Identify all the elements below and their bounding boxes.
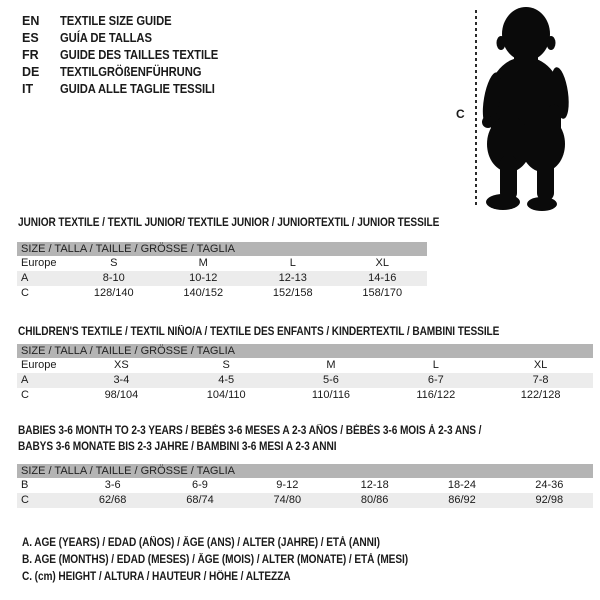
footnotes — [22, 535, 461, 586]
language-row — [22, 12, 236, 29]
table-cell: 152/158 — [272, 287, 313, 299]
table-cell: M — [326, 359, 336, 371]
table-cell: 3-6 — [104, 479, 121, 491]
language-title: TEXTILGRÖßENFÜHRUNG — [60, 64, 202, 79]
language-title-list — [22, 12, 236, 97]
table-cell: 6-9 — [192, 479, 208, 491]
table-row — [17, 271, 427, 286]
table-cell: 24-36 — [535, 479, 564, 491]
footnote-line: B. AGE (MONTHS) / EDAD (MESES) / ÂGE (MOIS) / ALTER (MONATE) / ETÀ (MESI) — [22, 554, 409, 566]
height-measure-label: C — [456, 107, 465, 121]
language-row — [22, 29, 236, 46]
table-cell: S — [110, 257, 118, 269]
language-code: DE — [22, 64, 40, 79]
row-label-cell: A — [21, 272, 29, 284]
junior-table-title: JUNIOR TEXTILE / TEXTIL JUNIOR/ TEXTILE JUNIOR / JUNIORTEXTIL / JUNIOR TESSILE — [18, 217, 440, 229]
row-label-cell: A — [21, 374, 29, 386]
language-title: GUIDE DES TAILLES TEXTILE — [60, 47, 219, 62]
table-cell: 9-12 — [276, 479, 299, 491]
row-label-cell: B — [21, 479, 29, 491]
table-cell: 10-12 — [189, 272, 218, 284]
footnote-line: A. AGE (YEARS) / EDAD (AÑOS) / ÂGE (ANS) / ALTER (JAHRE) / ETÀ (ANNI) — [22, 537, 380, 549]
babies-table-title — [18, 423, 481, 455]
table-cell: 86/92 — [448, 494, 476, 506]
table-cell: M — [198, 257, 208, 269]
table-row — [17, 373, 593, 388]
language-title: GUÍA DE TALLAS — [60, 30, 152, 45]
table-row — [17, 493, 593, 508]
language-title: TEXTILE SIZE GUIDE — [60, 13, 172, 28]
table-cell: 80/86 — [360, 494, 389, 506]
table-cell: 110/116 — [311, 389, 351, 401]
babies-textile-table — [17, 464, 593, 508]
table-row — [17, 388, 593, 403]
childrens-table-title: CHILDREN'S TEXTILE / TEXTIL NIÑO/A / TEXTILE DES ENFANTS / KINDERTEXTIL / BAMBINI TESSILE — [18, 326, 500, 338]
table-cell: 7-8 — [532, 374, 549, 386]
footnote-line: C. (cm) HEIGHT / ALTURA / HAUTEUR / HÖHE / ALTEZZA — [22, 571, 291, 583]
table-cell: 5-6 — [323, 374, 339, 386]
babies-table-title-line2: BABYS 3-6 MONATE BIS 2-3 JAHRE / BAMBINI 3-6 MESI A 2-3 ANNI — [18, 441, 337, 453]
size-header-band: SIZE / TALLA / TAILLE / GRÖSSE / TAGLIA — [17, 464, 593, 478]
table-cell: 68/74 — [186, 494, 214, 506]
language-row — [22, 46, 236, 63]
table-cell: 4-5 — [218, 374, 235, 386]
table-cell: 3-4 — [113, 374, 130, 386]
table-cell: 18-24 — [447, 479, 477, 491]
table-cell: 98/104 — [104, 389, 139, 401]
language-code: ES — [22, 30, 39, 45]
row-label-cell: Europe — [21, 257, 57, 269]
size-header-band: SIZE / TALLA / TAILLE / GRÖSSE / TAGLIA — [17, 242, 427, 256]
table-cell: 8-10 — [102, 272, 125, 284]
table-cell: 128/140 — [93, 287, 134, 299]
table-cell: 12-13 — [278, 272, 307, 284]
babies-table-title-line1: BABIES 3-6 MONTH TO 2-3 YEARS / BEBÉS 3-6 MESES A 2-3 AÑOS / BÉBÉS 3-6 MOIS À 2-3 ANS / — [18, 425, 482, 437]
language-row — [22, 63, 236, 80]
size-header-band: SIZE / TALLA / TAILLE / GRÖSSE / TAGLIA — [17, 344, 593, 358]
table-cell: L — [289, 257, 296, 269]
table-row — [17, 256, 427, 271]
language-title: GUIDA ALLE TAGLIE TESSILI — [60, 81, 215, 96]
table-row — [17, 358, 593, 373]
table-cell: XL — [533, 359, 548, 371]
table-cell: 104/110 — [206, 389, 246, 401]
table-cell: 74/80 — [273, 494, 302, 506]
junior-textile-table — [17, 242, 427, 301]
table-cell: 6-7 — [427, 374, 444, 386]
table-cell: L — [432, 359, 439, 371]
language-row — [22, 80, 236, 97]
table-cell: 92/98 — [535, 494, 564, 506]
table-cell: XS — [114, 359, 129, 371]
row-label-cell: Europe — [21, 359, 57, 371]
row-label-cell: C — [21, 494, 29, 506]
table-cell: 116/122 — [416, 389, 456, 401]
language-code: FR — [22, 47, 39, 62]
language-code: EN — [22, 13, 40, 28]
table-cell: 158/170 — [362, 287, 403, 299]
table-row — [17, 478, 593, 493]
language-code: IT — [22, 81, 34, 96]
table-cell: XL — [375, 257, 389, 269]
table-cell: 14-16 — [368, 272, 397, 284]
table-cell: 62/68 — [98, 494, 127, 506]
table-cell: 12-18 — [360, 479, 389, 491]
table-cell: 122/128 — [520, 389, 561, 401]
table-row — [17, 286, 427, 301]
table-cell: S — [222, 359, 230, 371]
row-label-cell: C — [21, 287, 29, 299]
height-measure-dashed-line — [475, 10, 477, 206]
toddler-silhouette-image — [481, 5, 600, 211]
table-cell: 140/152 — [183, 287, 224, 299]
row-label-cell: C — [21, 389, 29, 401]
childrens-textile-table — [17, 344, 593, 403]
